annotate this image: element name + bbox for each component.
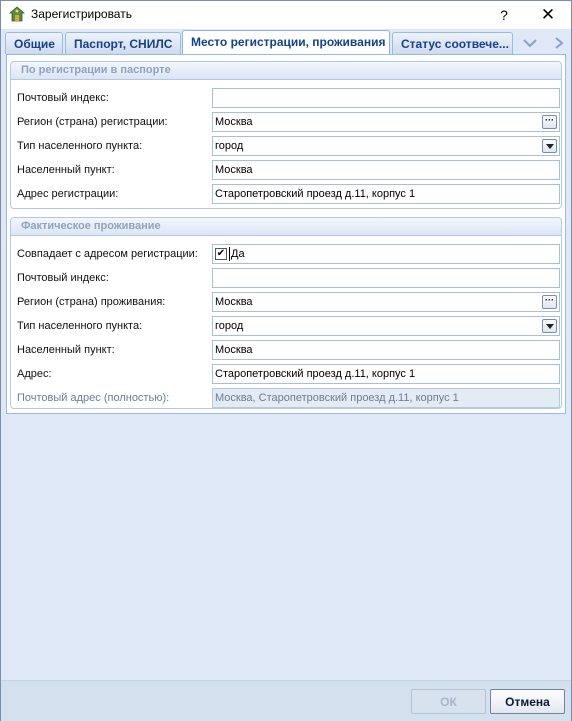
reg-settlement-type-value: город bbox=[215, 140, 244, 152]
res-region-label: Регион (страна) проживания: bbox=[17, 296, 166, 308]
reg-postal-row bbox=[11, 88, 563, 108]
reg-region-ellipsis-button[interactable]: ··· bbox=[542, 115, 557, 129]
res-full-address-label: Почтовый адрес (полностью): bbox=[17, 392, 170, 404]
res-settlement-input[interactable]: Москва bbox=[212, 340, 560, 360]
reg-region-value: Москва bbox=[215, 116, 253, 128]
window-title: Зарегистрировать bbox=[31, 7, 132, 21]
help-button[interactable]: ? bbox=[500, 7, 508, 23]
dialog-footer bbox=[1, 680, 571, 721]
tab-scroll-right-icon[interactable] bbox=[549, 33, 569, 53]
dropdown-arrow-icon[interactable] bbox=[542, 319, 557, 333]
reg-settlement-label: Населенный пункт: bbox=[17, 164, 115, 176]
res-settlement-label: Населенный пункт: bbox=[17, 344, 115, 356]
reg-settlement-row bbox=[11, 160, 563, 180]
res-settlement-type-select[interactable] bbox=[212, 316, 560, 336]
registration-legend[interactable]: По регистрации в паспорте bbox=[11, 62, 561, 80]
chevron-down-icon bbox=[522, 38, 538, 48]
title-bar bbox=[1, 1, 571, 29]
res-address-label: Адрес: bbox=[17, 368, 52, 380]
tab-content-panel bbox=[6, 54, 566, 414]
reg-region-row bbox=[11, 112, 563, 132]
text-caret bbox=[229, 247, 230, 261]
res-same-label: Совпадает с адресом регистрации: bbox=[17, 248, 198, 260]
residence-fieldset bbox=[10, 217, 562, 409]
res-full-address-row bbox=[11, 388, 563, 408]
res-postal-row bbox=[11, 268, 563, 288]
tab-compatriot-status[interactable]: Статус соотвече... bbox=[392, 32, 513, 54]
res-same-field[interactable] bbox=[212, 244, 560, 264]
dropdown-arrow-icon[interactable] bbox=[542, 139, 557, 153]
res-same-checkbox[interactable]: ✔ bbox=[216, 248, 226, 259]
res-region-row bbox=[11, 292, 563, 312]
reg-postal-label: Почтовый индекс: bbox=[17, 92, 109, 104]
tab-registration-residence[interactable]: Место регистрации, проживания bbox=[182, 30, 390, 54]
reg-address-label: Адрес регистрации: bbox=[17, 188, 119, 200]
res-settlement-row bbox=[11, 340, 563, 360]
chevron-right-icon bbox=[554, 36, 564, 50]
registration-fieldset bbox=[10, 61, 562, 209]
tab-passport-snils[interactable]: Паспорт, СНИЛС bbox=[65, 32, 181, 54]
res-address-input[interactable]: Старопетровский проезд д.11, корпус 1 bbox=[212, 364, 560, 384]
res-address-row bbox=[11, 364, 563, 384]
reg-settlement-type-row bbox=[11, 136, 563, 156]
res-postal-label: Почтовый индекс: bbox=[17, 272, 109, 284]
tab-strip bbox=[1, 29, 571, 54]
res-postal-input[interactable] bbox=[212, 268, 560, 288]
reg-settlement-input[interactable]: Москва bbox=[212, 160, 560, 180]
reg-settlement-type-label: Тип населенного пункта: bbox=[17, 140, 143, 152]
tab-general[interactable]: Общие bbox=[5, 32, 63, 54]
res-full-address-field: Москва, Старопетровский проезд д.11, корпус 1 bbox=[212, 388, 560, 408]
res-settlement-type-row bbox=[11, 316, 563, 336]
reg-region-input[interactable] bbox=[212, 112, 560, 132]
res-region-ellipsis-button[interactable]: ··· bbox=[542, 295, 557, 309]
reg-settlement-type-select[interactable] bbox=[212, 136, 560, 156]
reg-address-row bbox=[11, 184, 563, 204]
res-same-row bbox=[11, 244, 563, 264]
cancel-button[interactable]: Отмена bbox=[490, 689, 565, 714]
tab-scroll-chevron-icon[interactable] bbox=[516, 33, 544, 53]
res-settlement-type-label: Тип населенного пункта: bbox=[17, 320, 143, 332]
res-same-text: Да bbox=[231, 248, 245, 260]
reg-postal-input[interactable] bbox=[212, 88, 560, 108]
app-icon bbox=[9, 6, 25, 22]
reg-region-label: Регион (страна) регистрации: bbox=[17, 116, 168, 128]
res-region-input[interactable] bbox=[212, 292, 560, 312]
reg-address-input[interactable]: Старопетровский проезд д.11, корпус 1 bbox=[212, 184, 560, 204]
close-button[interactable]: ✕ bbox=[540, 5, 556, 24]
residence-legend[interactable]: Фактическое проживание bbox=[11, 218, 561, 236]
ok-button[interactable]: ОК bbox=[411, 689, 486, 714]
res-settlement-type-value: город bbox=[215, 320, 244, 332]
res-region-value: Москва bbox=[215, 296, 253, 308]
